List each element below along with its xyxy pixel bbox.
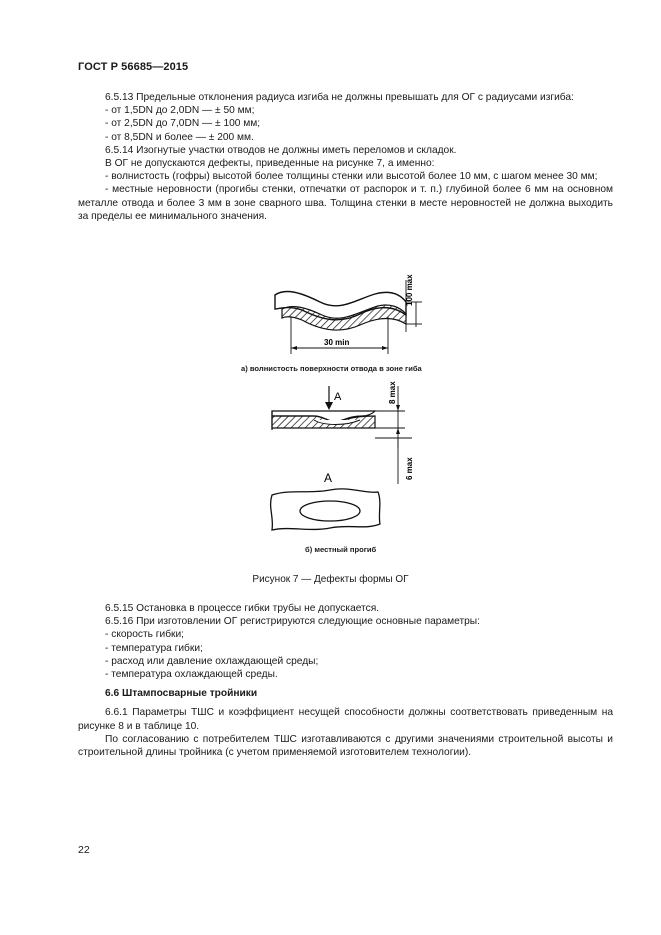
dim-horizontal-label: 30 min bbox=[324, 338, 350, 347]
list-item: - температура охлаждающей среды. bbox=[105, 669, 278, 681]
figure-7-drawing bbox=[230, 262, 480, 592]
section-heading-6-6: 6.6 Штампосварные тройники bbox=[105, 688, 258, 700]
paragraph-6-5-15: 6.5.15 Остановка в процессе гибки трубы не допускается. bbox=[105, 603, 380, 614]
text-block-bottom bbox=[78, 602, 613, 759]
local-deflection-side-view bbox=[272, 381, 414, 484]
figure-caption-a: а) волнистость поверхности отвода в зоне гиба bbox=[241, 364, 422, 373]
list-item: - от 2,5DN до 7,0DN — ± 100 мм; bbox=[105, 118, 261, 130]
paragraph-waviness: - волнистость (гофры) высотой более толщины стенки или высотой более 10 мм, с шагом менее 30 мм; bbox=[105, 171, 598, 183]
list-item: - расход или давление охлаждающей среды; bbox=[105, 655, 319, 667]
paragraph-6-5-13: 6.5.13 Предельные отклонения радиуса изгиба не должны превышать для ОГ с радиусами изгиба: bbox=[105, 92, 574, 103]
list-item: - скорость гибки; bbox=[105, 629, 185, 641]
waviness-diagram bbox=[275, 274, 422, 354]
local-deflection-view-a bbox=[271, 471, 380, 530]
paragraph-defects-intro: В ОГ не допускаются дефекты, приведенные на рисунке 7, а именно: bbox=[105, 158, 435, 170]
list-item: - температура гибки; bbox=[105, 642, 203, 654]
list-item: - от 8,5DN и более — ± 200 мм. bbox=[105, 131, 254, 143]
paragraph-6-5-14: 6.5.14 Изогнутые участки отводов не должны иметь переломов и складок. bbox=[105, 144, 457, 156]
paragraph-6-6-1: 6.6.1 Параметры ТШС и коэффициент несущей способности должны соответствовать приведенным на рисунке 8 и в таблице 10. bbox=[78, 707, 613, 732]
figure-caption-b: б) местный прогиб bbox=[305, 545, 377, 554]
paragraph-local-unevenness: - местные неровности (прогибы стенки, отпечатки от распорок и т. п.) глубиной более 6 мм на основном металле отвода и более 3 мм в зоне сварного шва. Толщина стенки в месте неровностей не должна выходить за пределы ее минимального значения. bbox=[78, 184, 613, 222]
list-item: - от 1,5DN до 2,0DN — ± 50 мм; bbox=[105, 105, 255, 117]
dim-vertical-label: 100 max bbox=[405, 274, 414, 306]
paragraph-6-5-16: 6.5.16 При изготовлении ОГ регистрируются следующие основные параметры: bbox=[105, 616, 480, 628]
view-label: А bbox=[334, 391, 342, 403]
dim-bottom-label: 6 max bbox=[405, 457, 414, 480]
dim-top-label: 8 max bbox=[388, 381, 397, 404]
view-label: А bbox=[324, 471, 333, 485]
document-header: ГОСТ Р 56685—2015 bbox=[78, 61, 189, 73]
figure-title: Рисунок 7 — Дефекты формы ОГ bbox=[252, 574, 409, 585]
paragraph-agreement: По согласованию с потребителем ТШС изготавливаются с другими значениями строительной высоты и строительной длины тройника (с учетом применяемой изготовителем технологии). bbox=[78, 733, 613, 759]
text-block-top bbox=[78, 91, 613, 223]
page-number: 22 bbox=[78, 844, 90, 856]
